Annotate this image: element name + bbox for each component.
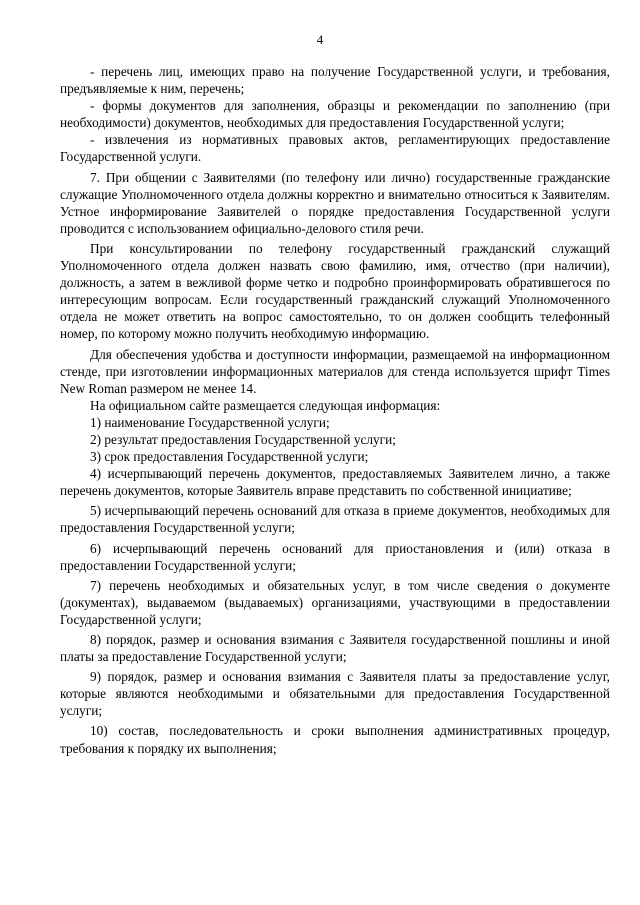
list-item-persons: - перечень лиц, имеющих право на получение Государственной услуги, и требования, предъявляемые к ним, перечень;: [60, 64, 610, 97]
website-item-3: 3) срок предоставления Государственной услуги;: [90, 449, 369, 465]
paragraph-info-stand: Для обеспечения удобства и доступности информации, размещаемой на информационном стенде, при изготовлении информационных материалов для стенда используется шрифт Times New Roman размером не менее 14.: [60, 346, 610, 396]
website-item-2: 2) результат предоставления Государственной услуги;: [90, 431, 396, 447]
document-body: [60, 63, 610, 757]
page-number: 4: [316, 32, 324, 47]
website-item-9: 9) порядок, размер и основания взимания с Заявителя платы за предоставление услуг, которые являются необходимыми и обязательными для предоставления Государственной услуги;: [60, 669, 610, 719]
paragraph-communication: 7. При общении с Заявителями (по телефону или лично) государственные гражданские служащие Уполномоченного отдела должны корректно и внимательно относиться к Заявителям. Устное информирование Заявителей о порядке предоставления Государственной услуги проводится с использованием официально-делового стиля речи.: [60, 169, 610, 236]
website-item-5: 5) исчерпывающий перечень оснований для отказа в приеме документов, необходимых для предоставления Государственной услуги;: [60, 503, 610, 536]
website-item-10: 10) состав, последовательность и сроки выполнения административных процедур, требования к порядку их выполнения;: [60, 723, 610, 756]
list-item-forms: - формы документов для заполнения, образцы и рекомендации по заполнению (при необходимости) документов, необходимых для предоставления Государственной услуги;: [60, 98, 610, 131]
list-item-extracts: - извлечения из нормативных правовых актов, регламентирующих предоставление Государственной услуги.: [60, 132, 610, 165]
website-item-6: 6) исчерпывающий перечень оснований для приостановления и (или) отказа в предоставлении Государственной услуги;: [60, 540, 610, 573]
paragraph-website-intro: На официальном сайте размещается следующая информация:: [90, 397, 441, 413]
website-item-4: 4) исчерпывающий перечень документов, предоставляемых Заявителем лично, а также перечень документов, которые Заявитель вправе представить по собственной инициативе;: [60, 466, 610, 499]
website-item-8: 8) порядок, размер и основания взимания с Заявителя государственной пошлины и иной платы за предоставление Государственной услуги;: [60, 632, 610, 665]
website-item-1: 1) наименование Государственной услуги;: [90, 414, 330, 430]
paragraph-phone-consulting: При консультировании по телефону государственный гражданский служащий Уполномоченного отдела должен назвать свою фамилию, имя, отчество (при наличии), должность, а затем в вежливой форме четко и подробно проинформировать обратившегося по интересующим вопросам. Если государственный гражданский служащий Уполномоченного отдела не может ответить на вопрос самостоятельно, то он должен сообщить телефонный номер, по которому можно получить необходимую информацию.: [60, 240, 610, 342]
website-item-7: 7) перечень необходимых и обязательных услуг, в том числе сведения о документе (документах), выдаваемом (выдаваемых) организациями, участвующими в предоставлении Государственной услуги;: [60, 577, 610, 627]
